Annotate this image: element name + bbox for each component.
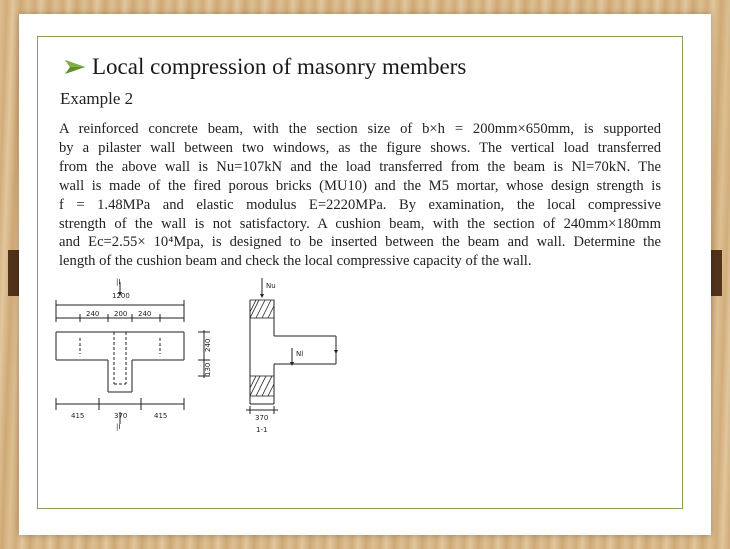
text-line: from the above wall is Nu=107kN and the load transferred from the beam is Nl=70kN. The [59,158,661,175]
plan-bottom-mid: 370 [114,412,128,420]
title-row [64,52,466,82]
text-line: A reinforced concrete beam, with the section size of b×h = 200mm×650mm, is supported [59,121,661,137]
section-top-load: Nu [266,282,276,290]
plan-right-seg: 240 [138,310,152,318]
structural-figure [44,272,347,436]
plan-mid-seg: 200 [114,310,128,318]
plan-bottom-right: 415 [154,412,168,420]
text-line: f = 1.48MPa and elastic modulus E=2220MPa. By examination, the local compressive [59,196,661,213]
section-base-width: 370 [255,414,269,422]
text-line: wall is made of the fired porous bricks (MU10) and the M5 mortar, whose design strength is [59,177,661,194]
plan-section-mark-top: |I [116,278,121,286]
slide-title: Local compression of masonry members [92,54,467,79]
figure-drawing [44,272,347,436]
plan-section-mark-bottom: |I [116,423,121,431]
plan-bottom-left: 415 [71,412,85,420]
plan-overall-width: 1200 [112,292,130,300]
section-beam-load: Nl [296,350,304,358]
plan-height-a: 240 [204,338,212,352]
text-line: by a pilaster wall between two windows, as the figure shows. The vertical load transferred [59,139,661,156]
plan-left-seg: 240 [86,310,100,318]
text-line: length of the cushion beam and check the local compressive capacity of the wall. [59,253,532,270]
problem-text [59,120,661,271]
section-name: 1-1 [256,426,268,434]
text-line: and Ec=2.55× 10⁴Mpa, is designed to be inserted between the beam and wall. Determine the [59,234,661,251]
text-line: strength of the wall is not satisfactory. A cushion beam, with the section of 240mm×180mm [59,215,661,232]
arrow-bullet-icon [64,58,86,76]
example-heading: Example 2 [60,89,134,108]
plan-height-b: 130 [204,362,212,376]
